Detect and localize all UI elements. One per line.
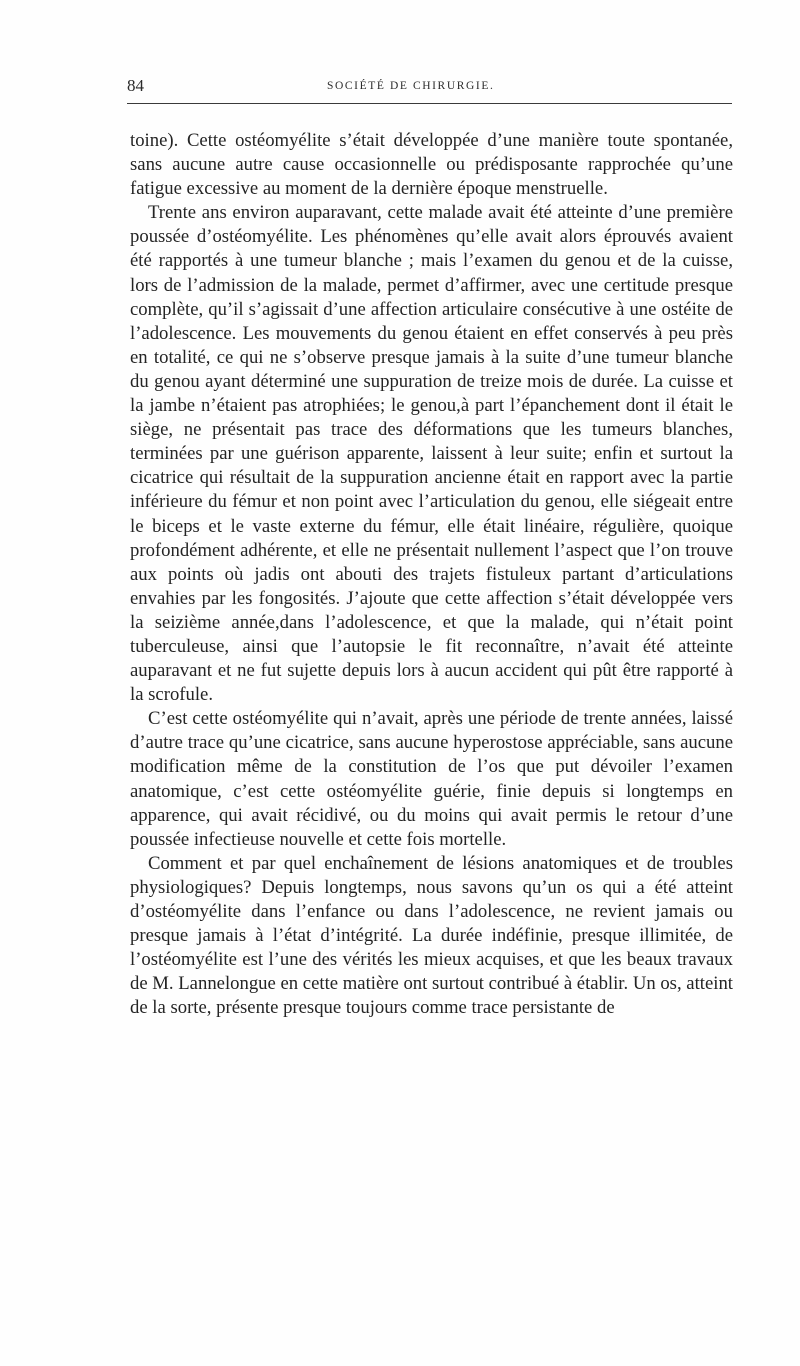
paragraph-1: toine). Cette ostéomyélite s’était développée d’une manière toute spontanée, sans aucune autre cause occasionnelle ou prédisposante rapprochée qu’une fatigue excessive au moment de la dernière époque menstruelle. — [130, 130, 733, 200]
page-header — [127, 76, 732, 102]
paragraph-3: C’est cette ostéomyélite qui n’avait, après une période de trente années, laissé d’autre trace qu’une cicatrice, sans aucune hyperostose appréciable, sans aucune modification même de la constitution de l’os que put dévoiler l’examen anatomique, c’est cette ostéomyélite guérie, finie depuis si longtemps en apparence, qui avait récidivé, ou du moins qui avait permis le retour d’une poussée infectieuse nouvelle et cette fois mortelle. — [130, 708, 733, 850]
page-number: 84 — [127, 76, 144, 95]
paragraph-4: Comment et par quel enchaînement de lésions anatomiques et de troubles physiologiques? Depuis longtemps, nous savons qu’un os qui a été atteint d’ostéomyélite dans l’enfance ou dans l’adolescence, ne revient jamais ou presque jamais à l’état d’intégrité. La durée indéfinie, presque illimitée, de l’ostéomyélite est l’une des vérités les mieux acquises, et que les beaux travaux de M. Lannelongue en cette matière ont surtout contribué à établir. Un os, atteint de la sorte, présente presque toujours comme trace persistante de — [130, 852, 733, 1019]
paragraph-2: Trente ans environ auparavant, cette malade avait été atteinte d’une première poussée d’ostéomyélite. Les phénomènes qu’elle avait alors éprouvés avaient été rapportés à une tumeur blanche ; mais l’examen du genou et de la cuisse, lors de l’admission de la malade, permet d’affirmer, avec une certitude presque complète, qu’il s’agissait d’une affection articulaire consécutive à une ostéite de l’adolescence. Les mouvements du genou étaient en effet conservés à peu près en totalité, ce qui ne s’observe presque jamais à la suite d’une tumeur blanche du genou ayant déterminé une suppuration de treize mois de durée. La cuisse et la jambe n’étaient pas atrophiées; le genou,à part l’épanchement dont il était le siège, ne présentait pas trace des déformations que les tumeurs blanches, terminées par une guérison apparente, laissent à leur suite; enfin et surtout la cicatrice qui résultait de la suppuration ancienne était en rapport avec la partie inférieure du fémur et non point avec l’articulation du genou, elle siégeait entre le biceps et le vaste externe du fémur, elle était linéaire, régulière, quoique profondément adhérente, et elle ne présentait nullement l’aspect que l’on trouve aux points où jadis ont abouti des trajets fistuleux partant d’articulations envahies par les fongosités. J’ajoute que cette affection s’était développée vers la seizième année,dans l’adolescence, et que la malade, qui n’était point tuberculeuse, ainsi que l’autopsie le fit reconnaître, n’avait été atteinte auparavant et ne fut sujette depuis lors à aucun accident qui pût être rapporté à la scrofule. — [130, 202, 733, 706]
running-title: SOCIÉTÉ DE CHIRURGIE. — [327, 80, 495, 92]
header-rule — [127, 103, 732, 104]
body-text — [130, 129, 733, 1020]
